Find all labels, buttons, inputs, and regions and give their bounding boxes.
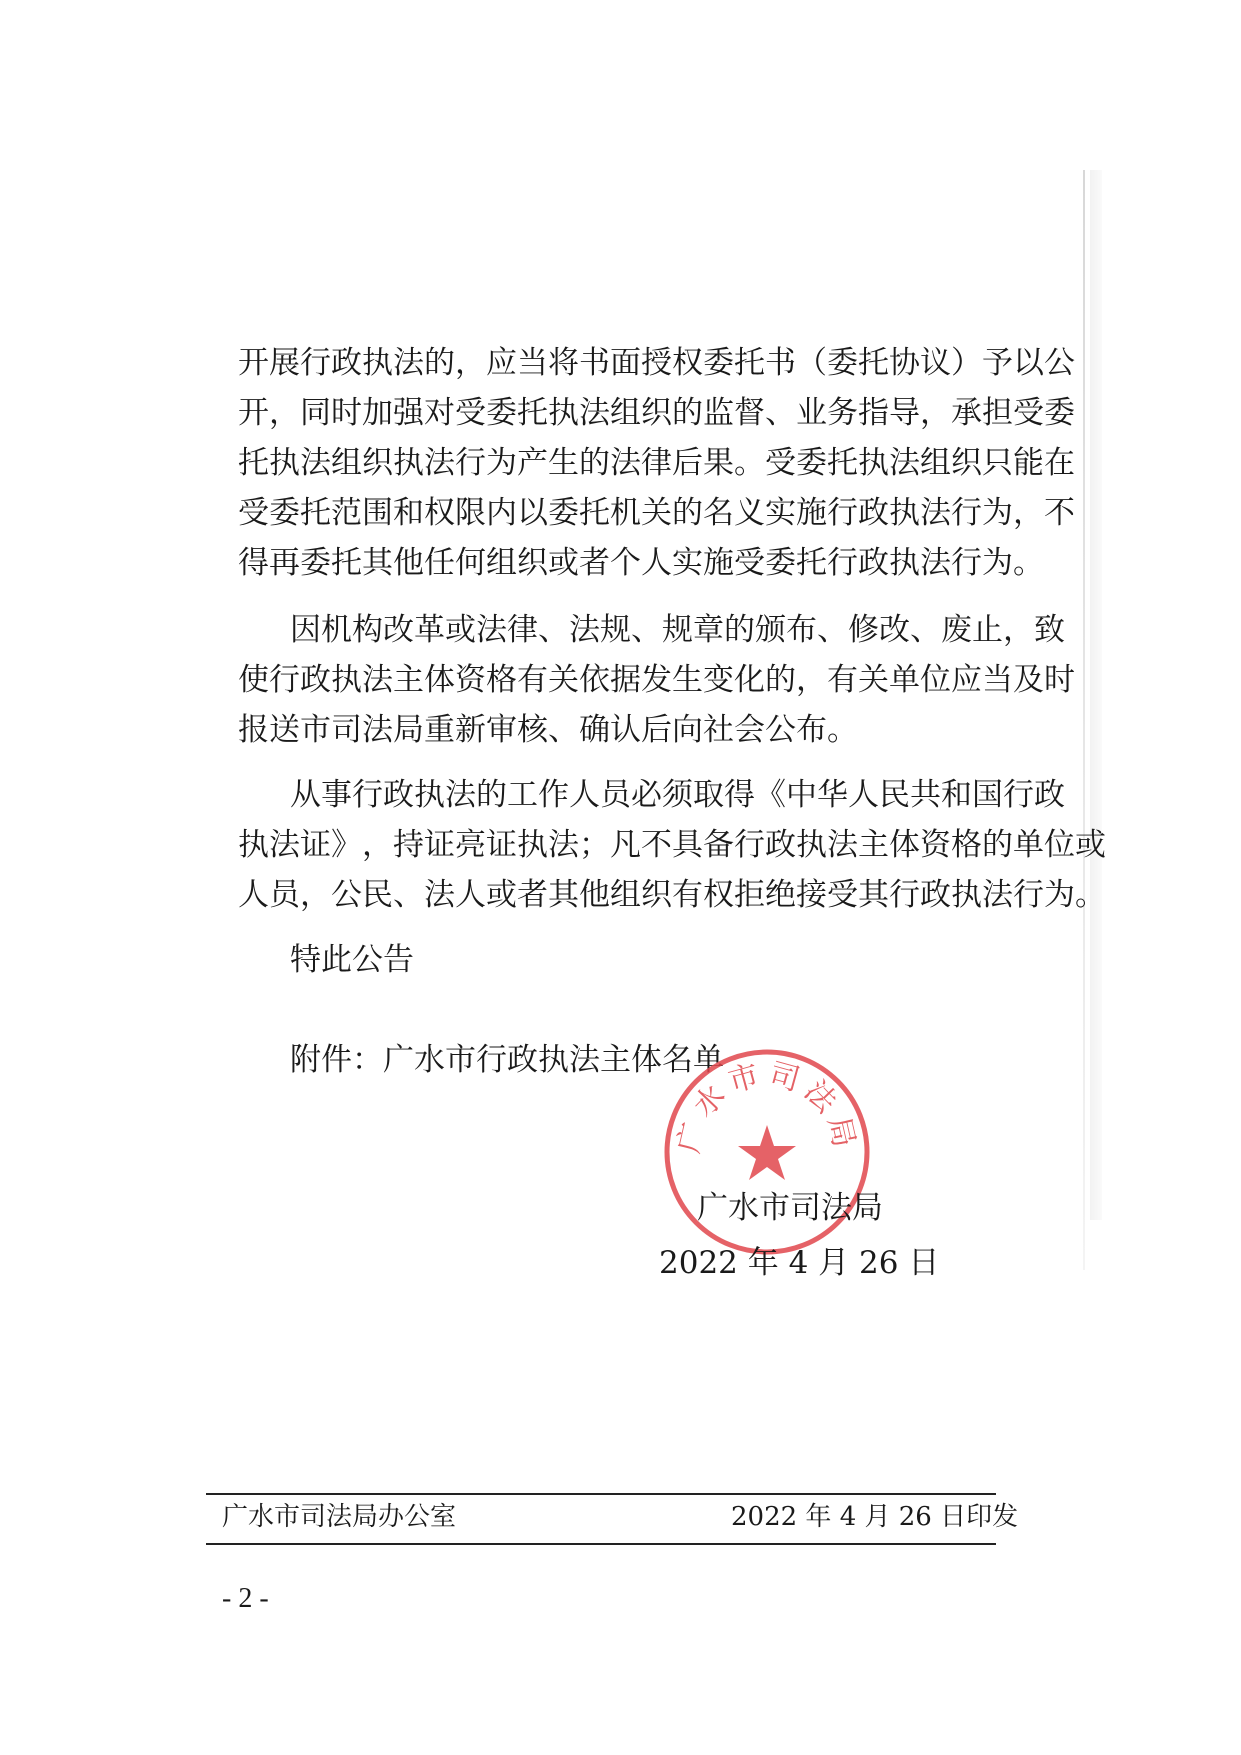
char: 托 bbox=[734, 345, 765, 381]
char: 法 bbox=[362, 662, 393, 698]
char: 《 bbox=[755, 777, 786, 813]
char: 执 bbox=[238, 827, 269, 863]
char: 致 bbox=[1034, 612, 1065, 648]
char: 政 bbox=[1034, 777, 1065, 813]
char: 或 bbox=[445, 612, 476, 648]
char: 国 bbox=[972, 777, 1003, 813]
seal-star-icon bbox=[738, 1125, 796, 1180]
char: 行 bbox=[269, 662, 300, 698]
char: 执 bbox=[517, 827, 548, 863]
char: 凡 bbox=[610, 827, 641, 863]
char: 托 bbox=[827, 445, 858, 481]
char: 权 bbox=[424, 495, 455, 531]
char: 在 bbox=[1044, 445, 1075, 481]
body-line: 报送市司法局重新审核、确认后向社会公布。 bbox=[238, 712, 858, 748]
char: 取 bbox=[693, 777, 724, 813]
char: 必 bbox=[631, 777, 662, 813]
char: 受 bbox=[455, 395, 486, 431]
char: 指 bbox=[858, 395, 889, 431]
char: 依 bbox=[579, 662, 610, 698]
char: 开 bbox=[238, 345, 269, 381]
char: 民 bbox=[879, 777, 910, 813]
char: 能 bbox=[1013, 445, 1044, 481]
char: 主 bbox=[393, 662, 424, 698]
char: 托 bbox=[579, 495, 610, 531]
char: 法 bbox=[579, 395, 610, 431]
char: 单 bbox=[889, 662, 920, 698]
char: 法 bbox=[569, 612, 600, 648]
char: 证 bbox=[424, 827, 455, 863]
char: 法 bbox=[476, 612, 507, 648]
char: 的 bbox=[765, 662, 796, 698]
char: 体 bbox=[424, 662, 455, 698]
char: 委 bbox=[703, 345, 734, 381]
char: 员 bbox=[600, 777, 631, 813]
char: 以 bbox=[1013, 345, 1044, 381]
footer-office: 广水市司法局办公室 bbox=[222, 1502, 457, 1532]
char: 承 bbox=[951, 395, 982, 431]
char: 组 bbox=[610, 395, 641, 431]
footer-issue-date: 2022 年 4 月 26 日印发 bbox=[731, 1502, 1019, 1532]
char: 委 bbox=[548, 495, 579, 531]
char: 位 bbox=[1044, 827, 1075, 863]
char: 的 bbox=[424, 345, 455, 381]
char: 法 bbox=[889, 445, 920, 481]
char: 加 bbox=[362, 395, 393, 431]
char: 政 bbox=[383, 777, 414, 813]
char: ； bbox=[579, 827, 610, 863]
char: 有 bbox=[517, 662, 548, 698]
char: 执 bbox=[393, 445, 424, 481]
body-line bbox=[290, 775, 1065, 815]
char: ， bbox=[920, 395, 951, 431]
char: 行 bbox=[734, 827, 765, 863]
char: 和 bbox=[393, 495, 424, 531]
char: 、 bbox=[910, 612, 941, 648]
char: （ bbox=[796, 345, 827, 381]
char: 执 bbox=[858, 445, 889, 481]
issuer-name: 广水市司法局 bbox=[697, 1190, 883, 1226]
char: 中 bbox=[786, 777, 817, 813]
char: 革 bbox=[414, 612, 445, 648]
char: 关 bbox=[548, 662, 579, 698]
char: 政 bbox=[300, 662, 331, 698]
char: 行 bbox=[1003, 777, 1034, 813]
char: 不 bbox=[1044, 495, 1075, 531]
char: 机 bbox=[610, 495, 641, 531]
char: 法 bbox=[610, 445, 641, 481]
char: ， bbox=[269, 395, 300, 431]
char: 规 bbox=[600, 612, 631, 648]
char: 及 bbox=[1013, 662, 1044, 698]
body-line bbox=[238, 825, 1106, 865]
char: 工 bbox=[507, 777, 538, 813]
char: 关 bbox=[858, 662, 889, 698]
char: 的 bbox=[476, 777, 507, 813]
char: 义 bbox=[734, 495, 765, 531]
char: 实 bbox=[765, 495, 796, 531]
char: 。 bbox=[734, 445, 765, 481]
char: 具 bbox=[672, 827, 703, 863]
char: 业 bbox=[796, 395, 827, 431]
closing-text: 特此公告 bbox=[290, 942, 414, 978]
char: 位 bbox=[920, 662, 951, 698]
char: 不 bbox=[641, 827, 672, 863]
char: 名 bbox=[703, 495, 734, 531]
char: 委 bbox=[269, 495, 300, 531]
char: 同 bbox=[300, 395, 331, 431]
char: 当 bbox=[517, 345, 548, 381]
char: 亮 bbox=[455, 827, 486, 863]
char: 以 bbox=[517, 495, 548, 531]
body-line bbox=[290, 610, 1065, 650]
char: 修 bbox=[848, 612, 879, 648]
char: 委 bbox=[827, 345, 858, 381]
char: 章 bbox=[693, 612, 724, 648]
char: 、 bbox=[817, 612, 848, 648]
char: 律 bbox=[507, 612, 538, 648]
footer-bottom-rule bbox=[206, 1543, 996, 1545]
body-line: 人员，公民、法人或者其他组织有权拒绝接受其行政执法行为。 bbox=[238, 877, 1106, 913]
char: 政 bbox=[858, 495, 889, 531]
char: 作 bbox=[538, 777, 569, 813]
char: 托 bbox=[517, 395, 548, 431]
char: 托 bbox=[300, 495, 331, 531]
char: 受 bbox=[1013, 395, 1044, 431]
body-line bbox=[238, 443, 1075, 483]
char: 规 bbox=[662, 612, 693, 648]
char: 体 bbox=[889, 827, 920, 863]
char: 监 bbox=[703, 395, 734, 431]
char: 政 bbox=[765, 827, 796, 863]
char: 协 bbox=[889, 345, 920, 381]
char: 书 bbox=[765, 345, 796, 381]
char: 为 bbox=[486, 445, 517, 481]
char: 导 bbox=[889, 395, 920, 431]
char: 内 bbox=[486, 495, 517, 531]
char: 使 bbox=[238, 662, 269, 698]
seal-text: 广水市司法局 bbox=[671, 1056, 863, 1157]
char: 格 bbox=[486, 662, 517, 698]
char: 的 bbox=[982, 827, 1013, 863]
char: 法 bbox=[300, 445, 331, 481]
char: 开 bbox=[238, 395, 269, 431]
char: 持 bbox=[393, 827, 424, 863]
char: 备 bbox=[703, 827, 734, 863]
char: 和 bbox=[941, 777, 972, 813]
body-line bbox=[238, 493, 1075, 533]
char: ， bbox=[362, 827, 393, 863]
char: 织 bbox=[641, 395, 672, 431]
char: 授 bbox=[641, 345, 672, 381]
char: 政 bbox=[331, 345, 362, 381]
char: 强 bbox=[393, 395, 424, 431]
char: 当 bbox=[982, 662, 1013, 698]
char: 法 bbox=[827, 827, 858, 863]
char: 担 bbox=[982, 395, 1013, 431]
char: 共 bbox=[910, 777, 941, 813]
char: 颁 bbox=[755, 612, 786, 648]
char: 的 bbox=[724, 612, 755, 648]
char: ， bbox=[796, 662, 827, 698]
char: 将 bbox=[548, 345, 579, 381]
page-number: - 2 - bbox=[222, 1583, 269, 1614]
char: 委 bbox=[1044, 395, 1075, 431]
char: 组 bbox=[920, 445, 951, 481]
char: 单 bbox=[1013, 827, 1044, 863]
char: 布 bbox=[786, 612, 817, 648]
char: 展 bbox=[269, 345, 300, 381]
char: 据 bbox=[610, 662, 641, 698]
char: 法 bbox=[548, 827, 579, 863]
char: ， bbox=[1013, 495, 1044, 531]
body-line bbox=[238, 393, 1075, 433]
char: 证 bbox=[486, 827, 517, 863]
char: 限 bbox=[455, 495, 486, 531]
char: 执 bbox=[362, 345, 393, 381]
char: 托 bbox=[858, 345, 889, 381]
scan-edge bbox=[1083, 170, 1085, 1270]
char: 得 bbox=[724, 777, 755, 813]
char: 执 bbox=[548, 395, 579, 431]
char: 人 bbox=[848, 777, 879, 813]
char: 施 bbox=[796, 495, 827, 531]
char: 权 bbox=[672, 345, 703, 381]
char: 华 bbox=[817, 777, 848, 813]
body-line bbox=[238, 343, 1075, 383]
char: 执 bbox=[331, 662, 362, 698]
char: 从 bbox=[290, 777, 321, 813]
char: 格 bbox=[951, 827, 982, 863]
char: 行 bbox=[300, 345, 331, 381]
char: 应 bbox=[951, 662, 982, 698]
char: 受 bbox=[765, 445, 796, 481]
char: 、 bbox=[538, 612, 569, 648]
char: 改 bbox=[383, 612, 414, 648]
char: 后 bbox=[672, 445, 703, 481]
char: 的 bbox=[672, 495, 703, 531]
char: 务 bbox=[827, 395, 858, 431]
issue-date: 2022 年 4 月 26 日 bbox=[659, 1245, 940, 1281]
scan-shadow bbox=[1090, 170, 1102, 1220]
char: ， bbox=[455, 345, 486, 381]
char: 对 bbox=[424, 395, 455, 431]
char: 书 bbox=[579, 345, 610, 381]
char: 、 bbox=[631, 612, 662, 648]
char: 督 bbox=[734, 395, 765, 431]
body-line: 得再委托其他任何组织或者个人实施受委托行政执法行为。 bbox=[238, 545, 1044, 581]
char: 委 bbox=[486, 395, 517, 431]
char: 法 bbox=[269, 827, 300, 863]
char: 行 bbox=[455, 445, 486, 481]
char: 组 bbox=[331, 445, 362, 481]
char: 资 bbox=[455, 662, 486, 698]
body-line bbox=[238, 660, 1075, 700]
char: 发 bbox=[641, 662, 672, 698]
char: 生 bbox=[548, 445, 579, 481]
char: 执 bbox=[269, 445, 300, 481]
char: 变 bbox=[703, 662, 734, 698]
char: 行 bbox=[352, 777, 383, 813]
char: 应 bbox=[486, 345, 517, 381]
char: 产 bbox=[517, 445, 548, 481]
char: 予 bbox=[982, 345, 1013, 381]
char: 执 bbox=[796, 827, 827, 863]
char: ， bbox=[1003, 612, 1034, 648]
char: 关 bbox=[641, 495, 672, 531]
char: 主 bbox=[858, 827, 889, 863]
char: 公 bbox=[1044, 345, 1075, 381]
char: 的 bbox=[579, 445, 610, 481]
char: 托 bbox=[238, 445, 269, 481]
char: 委 bbox=[796, 445, 827, 481]
char: 为 bbox=[982, 495, 1013, 531]
char: 围 bbox=[362, 495, 393, 531]
char: 资 bbox=[920, 827, 951, 863]
char: 时 bbox=[1044, 662, 1075, 698]
char: 人 bbox=[569, 777, 600, 813]
char: 行 bbox=[827, 495, 858, 531]
char: 止 bbox=[972, 612, 1003, 648]
char: 或 bbox=[1075, 827, 1106, 863]
char: 生 bbox=[672, 662, 703, 698]
char: 律 bbox=[641, 445, 672, 481]
char: 机 bbox=[321, 612, 352, 648]
char: 废 bbox=[941, 612, 972, 648]
char: 构 bbox=[352, 612, 383, 648]
char: ） bbox=[951, 345, 982, 381]
char: 织 bbox=[951, 445, 982, 481]
char: 执 bbox=[414, 777, 445, 813]
char: 果 bbox=[703, 445, 734, 481]
char: 有 bbox=[827, 662, 858, 698]
char: 议 bbox=[920, 345, 951, 381]
char: 改 bbox=[879, 612, 910, 648]
char: 、 bbox=[765, 395, 796, 431]
char: 时 bbox=[331, 395, 362, 431]
char: 事 bbox=[321, 777, 352, 813]
char: 的 bbox=[672, 395, 703, 431]
char: 执 bbox=[889, 495, 920, 531]
char: 化 bbox=[734, 662, 765, 698]
char: 受 bbox=[238, 495, 269, 531]
char: 行 bbox=[951, 495, 982, 531]
char: 因 bbox=[290, 612, 321, 648]
char: 法 bbox=[445, 777, 476, 813]
char: 范 bbox=[331, 495, 362, 531]
char: 织 bbox=[362, 445, 393, 481]
char: 》 bbox=[331, 827, 362, 863]
char: 只 bbox=[982, 445, 1013, 481]
char: 面 bbox=[610, 345, 641, 381]
char: 须 bbox=[662, 777, 693, 813]
char: 法 bbox=[920, 495, 951, 531]
char: 法 bbox=[424, 445, 455, 481]
char: 法 bbox=[393, 345, 424, 381]
footer-top-rule bbox=[206, 1493, 996, 1495]
attachment-line: 附件：广水市行政执法主体名单 bbox=[290, 1042, 724, 1078]
char: 证 bbox=[300, 827, 331, 863]
